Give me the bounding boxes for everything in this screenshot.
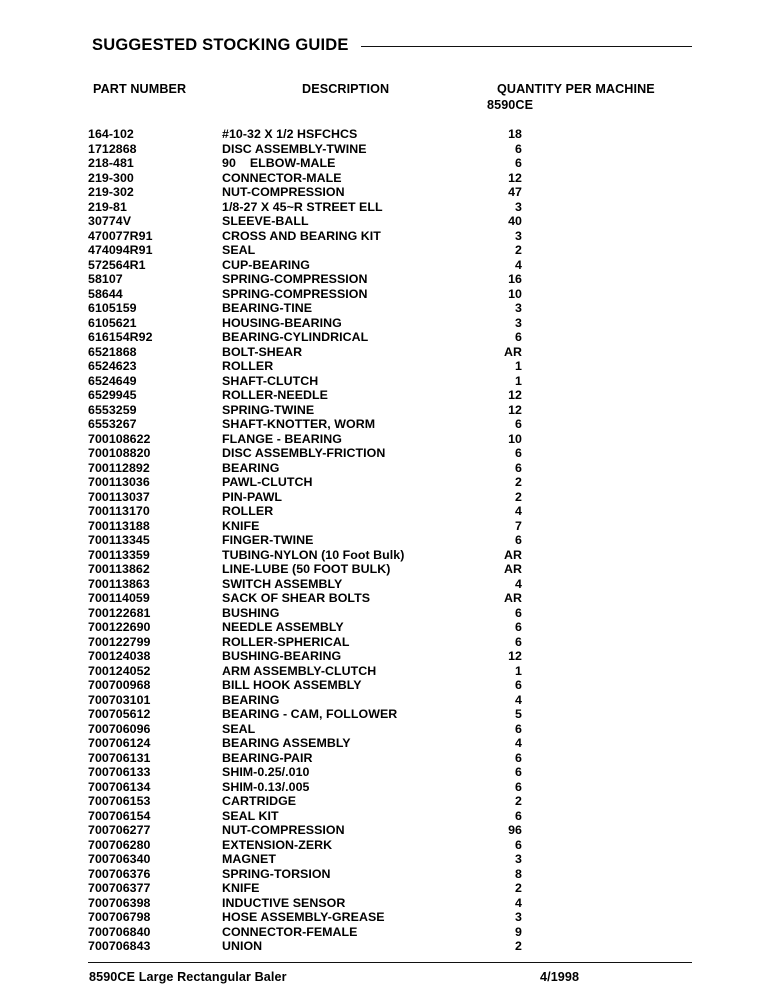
cell-quantity: 47 (508, 185, 522, 199)
cell-description: BEARING (222, 692, 280, 707)
cell-part-number: 700706153 (88, 794, 151, 808)
table-row (0, 678, 772, 693)
cell-part-number: 700113036 (88, 475, 150, 489)
cell-quantity: 10 (508, 431, 522, 446)
cell-quantity: 3 (515, 315, 522, 330)
table-row (0, 736, 772, 751)
cell-quantity: 3 (515, 852, 522, 866)
cell-description: SEAL (222, 721, 256, 736)
table-row (0, 345, 772, 360)
table-row (0, 475, 772, 490)
cell-quantity: AR (504, 591, 522, 605)
cell-description: CUP-BEARING (222, 257, 310, 272)
cell-part-number: 6105159 (88, 301, 137, 315)
cell-part-number: 700112892 (88, 460, 150, 475)
cell-description: SEAL (222, 243, 256, 257)
cell-description: SHAFT-KNOTTER, WORM (222, 417, 376, 431)
table-column-headers (0, 82, 772, 116)
cell-quantity: AR (504, 344, 522, 359)
cell-quantity: 3 (515, 301, 522, 315)
cell-description: CONNECTOR-FEMALE (222, 924, 358, 939)
cell-description: 1/8-27 X 45~R STREET ELL (222, 199, 383, 214)
cell-description: SEAL KIT (222, 808, 279, 823)
cell-quantity: 2 (515, 489, 522, 504)
cell-quantity: 3 (515, 199, 522, 214)
footer-model-label: 8590CE Large Rectangular Baler (89, 970, 287, 984)
cell-part-number: 474094R91 (88, 243, 153, 257)
table-row (0, 910, 772, 925)
cell-description: TUBING-NYLON (10 Foot Bulk) (222, 547, 405, 562)
table-row (0, 403, 772, 418)
cell-description: #10-32 X 1/2 HSFCHCS (222, 127, 358, 141)
table-row (0, 156, 772, 171)
cell-quantity: 6 (515, 446, 522, 460)
cell-description: BEARING-TINE (222, 301, 313, 315)
cell-part-number: 700108820 (88, 446, 151, 460)
cell-quantity: 18 (508, 127, 522, 141)
cell-part-number: 700705612 (88, 707, 151, 721)
column-header-quantity: QUANTITY PER MACHINE (497, 82, 655, 96)
cell-description: BEARING - CAM, FOLLOWER (222, 707, 398, 721)
cell-quantity: 7 (515, 518, 522, 533)
table-row (0, 591, 772, 606)
cell-part-number: 164-102 (88, 127, 134, 141)
document-title-row (92, 34, 692, 56)
cell-part-number: 218-481 (88, 156, 134, 170)
table-row (0, 606, 772, 621)
cell-quantity: 6 (515, 460, 522, 475)
table-row (0, 185, 772, 200)
cell-part-number: 470077R91 (88, 228, 153, 243)
cell-quantity: 6 (515, 330, 522, 344)
cell-description: BILL HOOK ASSEMBLY (222, 678, 362, 692)
cell-description: BEARING-CYLINDRICAL (222, 330, 369, 344)
cell-part-number: 58644 (88, 286, 123, 301)
title-divider (361, 46, 692, 47)
table-row (0, 243, 772, 258)
table-row (0, 620, 772, 635)
cell-quantity: 4 (515, 736, 522, 750)
cell-part-number: 700113862 (88, 562, 150, 576)
cell-description: BEARING (222, 460, 280, 475)
cell-description: MAGNET (222, 852, 276, 866)
cell-quantity: 12 (508, 402, 522, 417)
table-row (0, 809, 772, 824)
cell-quantity: 3 (515, 228, 522, 243)
cell-description: ARM ASSEMBLY-CLUTCH (222, 663, 377, 678)
cell-quantity: 12 (508, 649, 522, 663)
table-row (0, 127, 772, 142)
table-row (0, 142, 772, 157)
table-row (0, 258, 772, 273)
cell-part-number: 700124038 (88, 649, 151, 663)
table-row (0, 707, 772, 722)
cell-part-number: 700706096 (88, 721, 151, 736)
cell-part-number: 700122799 (88, 634, 151, 649)
cell-quantity: 40 (508, 214, 522, 228)
cell-part-number: 6524623 (88, 359, 137, 373)
cell-part-number: 616154R92 (88, 330, 153, 344)
table-row (0, 780, 772, 795)
cell-description: ROLLER-NEEDLE (222, 388, 328, 402)
cell-description: HOSE ASSEMBLY-GREASE (222, 910, 385, 924)
cell-quantity: AR (504, 562, 522, 576)
cell-quantity: 3 (515, 910, 522, 924)
table-row (0, 417, 772, 432)
cell-part-number: 700122690 (88, 620, 151, 634)
cell-quantity: 96 (508, 823, 522, 837)
cell-part-number: 6553259 (88, 402, 137, 417)
cell-part-number: 700113170 (88, 504, 150, 518)
cell-description: NUT-COMPRESSION (222, 823, 345, 837)
parts-table (0, 127, 772, 954)
cell-description: SPRING-COMPRESSION (222, 286, 368, 301)
cell-description: FLANGE - BEARING (222, 431, 342, 446)
cell-part-number: 6521868 (88, 344, 137, 359)
cell-quantity: 6 (515, 141, 522, 156)
cell-part-number: 700706131 (88, 750, 151, 765)
table-row (0, 388, 772, 403)
table-row (0, 533, 772, 548)
table-row (0, 461, 772, 476)
cell-part-number: 700113345 (88, 533, 150, 547)
table-row (0, 896, 772, 911)
cell-description: BOLT-SHEAR (222, 344, 303, 359)
cell-description: UNION (222, 939, 263, 953)
cell-quantity: 12 (508, 170, 522, 185)
cell-quantity: 6 (515, 837, 522, 852)
cell-part-number: 700113188 (88, 518, 150, 533)
cell-part-number: 700122681 (88, 605, 151, 620)
table-row (0, 490, 772, 505)
page-title: SUGGESTED STOCKING GUIDE (92, 35, 349, 54)
cell-quantity: 4 (515, 895, 522, 910)
cell-quantity: 8 (515, 866, 522, 881)
column-header-description: DESCRIPTION (302, 82, 390, 96)
cell-quantity: 6 (515, 678, 522, 692)
cell-description: BEARING ASSEMBLY (222, 736, 351, 750)
cell-description: ROLLER (222, 504, 274, 518)
cell-quantity: 12 (508, 388, 522, 402)
table-row (0, 374, 772, 389)
table-row (0, 171, 772, 186)
cell-quantity: 6 (515, 605, 522, 620)
cell-quantity: 6 (515, 533, 522, 547)
table-row (0, 649, 772, 664)
cell-description: HOUSING-BEARING (222, 315, 342, 330)
table-row (0, 301, 772, 316)
cell-description: PAWL-CLUTCH (222, 475, 313, 489)
cell-quantity: 2 (515, 475, 522, 489)
cell-part-number: 219-302 (88, 185, 134, 199)
table-row (0, 359, 772, 374)
table-row (0, 751, 772, 766)
cell-part-number: 700706377 (88, 881, 151, 895)
cell-part-number: 58107 (88, 272, 123, 286)
table-row (0, 635, 772, 650)
cell-part-number: 1712868 (88, 141, 137, 156)
table-row (0, 287, 772, 302)
cell-part-number: 700124052 (88, 663, 151, 678)
cell-part-number: 30774V (88, 214, 132, 228)
table-row (0, 823, 772, 838)
cell-description: INDUCTIVE SENSOR (222, 895, 346, 910)
cell-description: SPRING-TWINE (222, 402, 315, 417)
cell-quantity: 2 (515, 243, 522, 257)
cell-description: FINGER-TWINE (222, 533, 314, 547)
cell-quantity: 1 (515, 663, 522, 678)
cell-part-number: 700113037 (88, 489, 150, 504)
cell-description: DISC ASSEMBLY-TWINE (222, 141, 367, 156)
table-row (0, 316, 772, 331)
table-row (0, 272, 772, 287)
cell-description: SLEEVE-BALL (222, 214, 309, 228)
cell-part-number: 6524649 (88, 373, 137, 388)
cell-description: ROLLER (222, 359, 274, 373)
cell-quantity: 6 (515, 620, 522, 634)
cell-part-number: 219-300 (88, 170, 134, 185)
cell-part-number: 219-81 (88, 199, 127, 214)
table-row (0, 939, 772, 954)
table-row (0, 432, 772, 447)
table-row (0, 925, 772, 940)
table-row (0, 838, 772, 853)
cell-quantity: 2 (515, 794, 522, 808)
cell-part-number: 700706340 (88, 852, 151, 866)
table-row (0, 693, 772, 708)
cell-part-number: 700113359 (88, 547, 150, 562)
cell-quantity: 10 (508, 286, 522, 301)
cell-description: SPRING-TORSION (222, 866, 331, 881)
cell-part-number: 700700968 (88, 678, 151, 692)
cell-quantity: 1 (515, 359, 522, 373)
cell-part-number: 700706280 (88, 837, 151, 852)
cell-quantity: 2 (515, 881, 522, 895)
footer-divider (88, 962, 692, 963)
cell-description: SHIM-0.13/.005 (222, 779, 310, 794)
footer-date: 4/1998 (540, 970, 580, 984)
cell-description: BEARING-PAIR (222, 750, 313, 765)
table-row (0, 794, 772, 809)
column-header-model: 8590CE (487, 98, 534, 112)
cell-description: DISC ASSEMBLY-FRICTION (222, 446, 386, 460)
column-header-part-number: PART NUMBER (93, 82, 187, 96)
cell-part-number: 700706843 (88, 939, 151, 953)
cell-part-number: 700703101 (88, 692, 151, 707)
cell-part-number: 6553267 (88, 417, 137, 431)
table-row (0, 214, 772, 229)
table-row (0, 867, 772, 882)
cell-quantity: 6 (515, 417, 522, 431)
cell-description: EXTENSION-ZERK (222, 837, 333, 852)
table-row (0, 765, 772, 780)
cell-part-number: 700706124 (88, 736, 151, 750)
cell-description: CARTRIDGE (222, 794, 297, 808)
cell-part-number: 6105621 (88, 315, 137, 330)
cell-description: SHAFT-CLUTCH (222, 373, 319, 388)
table-row (0, 200, 772, 215)
cell-description: CONNECTOR-MALE (222, 170, 342, 185)
cell-quantity: 6 (515, 808, 522, 823)
cell-part-number: 700706840 (88, 924, 151, 939)
cell-part-number: 700706154 (88, 808, 151, 823)
cell-part-number: 700114059 (88, 591, 150, 605)
cell-description: KNIFE (222, 518, 260, 533)
cell-description: SHIM-0.25/.010 (222, 765, 310, 779)
cell-quantity: 4 (515, 576, 522, 591)
cell-part-number: 700706133 (88, 765, 151, 779)
cell-part-number: 700706398 (88, 895, 151, 910)
cell-quantity: 5 (515, 707, 522, 721)
cell-description: NUT-COMPRESSION (222, 185, 345, 199)
table-row (0, 229, 772, 244)
cell-part-number: 6529945 (88, 388, 137, 402)
cell-quantity: 9 (515, 924, 522, 939)
table-row (0, 852, 772, 867)
table-row (0, 330, 772, 345)
cell-part-number: 700706376 (88, 866, 151, 881)
cell-quantity: 4 (515, 692, 522, 707)
cell-quantity: 2 (515, 939, 522, 953)
table-row (0, 548, 772, 563)
cell-quantity: 6 (515, 721, 522, 736)
cell-part-number: 700706134 (88, 779, 151, 794)
cell-description: BUSHING-BEARING (222, 649, 342, 663)
cell-description: PIN-PAWL (222, 489, 283, 504)
cell-description: LINE-LUBE (50 FOOT BULK) (222, 562, 391, 576)
cell-part-number: 700706277 (88, 823, 151, 837)
cell-quantity: 6 (515, 779, 522, 794)
cell-part-number: 700706798 (88, 910, 151, 924)
table-row (0, 722, 772, 737)
cell-description: SPRING-COMPRESSION (222, 272, 368, 286)
table-row (0, 562, 772, 577)
cell-part-number: 572564R1 (88, 257, 146, 272)
table-row (0, 446, 772, 461)
table-row (0, 664, 772, 679)
cell-description: NEEDLE ASSEMBLY (222, 620, 344, 634)
cell-description: ROLLER-SPHERICAL (222, 634, 350, 649)
cell-description: SACK OF SHEAR BOLTS (222, 591, 371, 605)
cell-quantity: 6 (515, 634, 522, 649)
cell-quantity: AR (504, 547, 522, 562)
cell-description: CROSS AND BEARING KIT (222, 228, 381, 243)
cell-quantity: 1 (515, 373, 522, 388)
cell-description: BUSHING (222, 605, 280, 620)
cell-quantity: 16 (508, 272, 522, 286)
cell-quantity: 4 (515, 257, 522, 272)
cell-quantity: 6 (515, 765, 522, 779)
cell-description: KNIFE (222, 881, 260, 895)
cell-part-number: 700113863 (88, 576, 150, 591)
cell-quantity: 6 (515, 750, 522, 765)
cell-quantity: 4 (515, 504, 522, 518)
table-row (0, 519, 772, 534)
cell-description: 90 ELBOW-MALE (222, 156, 336, 170)
table-row (0, 577, 772, 592)
table-row (0, 881, 772, 896)
cell-part-number: 700108622 (88, 431, 151, 446)
cell-description: SWITCH ASSEMBLY (222, 576, 343, 591)
cell-quantity: 6 (515, 156, 522, 170)
table-row (0, 504, 772, 519)
